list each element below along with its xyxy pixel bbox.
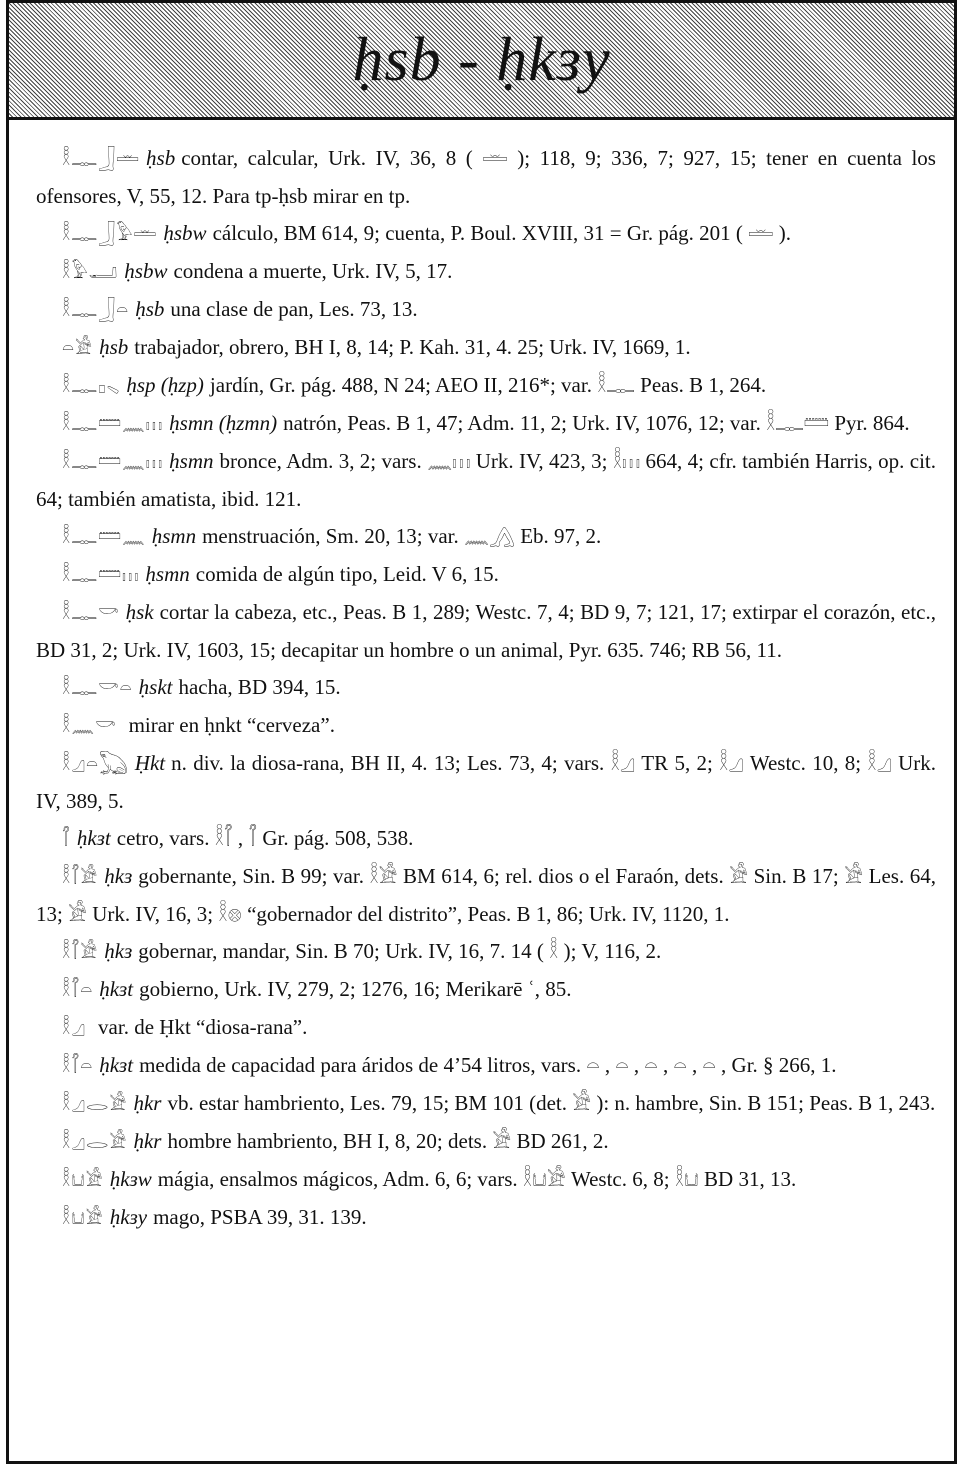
- entry-hsbw-calculo: 𓎛𓊃𓃀𓅱𓏛 ḥsbw cálculo, BM 614, 9; cuenta, P. Boul. XVIII, 31 = Gr. pág. 201 ( 𓏛 ).: [36, 215, 936, 253]
- hieroglyph-icon: 𓎛𓅱𓂝: [62, 261, 119, 283]
- hieroglyph-icon: 𓎛𓊃𓏠𓈖𓏥: [62, 451, 164, 473]
- hieroglyph-icon: 𓎛𓊃𓃀𓅱𓏛: [62, 223, 158, 245]
- entry-hsmn-comida: 𓎛𓊃𓏠𓏥 ḥsmn comida de algún tipo, Leid. V 6, 15.: [36, 556, 936, 594]
- entry-hsmn-natron: 𓎛𓊃𓏠𓈖𓏥 ḥsmn (ḥzmn) natrón, Peas. B 1, 47; Adm. 11, 2; Urk. IV, 1076, 12; var. 𓎛𓊃𓏠 Pyr. 864.: [36, 405, 936, 443]
- entry-hskt-hacha: 𓎛𓊃𓎡𓏏 ḥskt hacha, BD 394, 15.: [36, 669, 936, 707]
- hieroglyph-icon: 𓎛𓈎: [62, 1017, 87, 1039]
- hieroglyph-icon: 𓎛𓊃𓏠𓈖𓏥: [62, 413, 164, 435]
- page-title: ḥsb - ḥkɜy: [352, 26, 611, 94]
- dictionary-entries: [36, 140, 936, 1237]
- hieroglyph-icon: 𓎛𓈎𓂋𓀀: [62, 1093, 128, 1115]
- entry-hsb-contar: 𓎛𓊃𓃀𓏛 ḥsb contar, calcular, Urk. IV, 36, 8 ( 𓏛 ); 118, 9; 336, 7; 927, 15; tener en cuenta los ofensores, V, 55, 12. Para tp-ḥsb mirar en tp.: [36, 140, 936, 215]
- entry-hsbw-condena: 𓎛𓅱𓂝 ḥsbw condena a muerte, Urk. IV, 5, 17.: [36, 253, 936, 291]
- entry-hk3w-magia: 𓎛𓂓𓀀 ḥkɜw mágia, ensalmos mágicos, Adm. 6, 6; vars. 𓎛𓂓𓀀 Westc. 6, 8; 𓎛𓂓 BD 31, 13.: [36, 1161, 936, 1199]
- hieroglyph-icon: 𓏏𓀀: [62, 337, 94, 359]
- entry-hnkt-ref: 𓎛𓈖𓎡 mirar en ḥnkt “cerveza”.: [36, 707, 936, 745]
- entry-hsmn-menstruacion: 𓎛𓊃𓏠𓈖 ḥsmn menstruación, Sm. 20, 13; var. 𓈖𓂻 Eb. 97, 2.: [36, 518, 936, 556]
- entry-hsk-cortar: 𓎛𓊃𓎡 ḥsk cortar la cabeza, etc., Peas. B 1, 289; Westc. 7, 4; BD 9, 7; 121, 17; extirpar el corazón, etc., BD 31, 2; Urk. IV, 1603, 15; decapitar un hombre o un animal, Pyr. 635. 746; RB 56, 11.: [36, 594, 936, 669]
- hieroglyph-icon: 𓎛𓊃𓊪𓈅: [62, 375, 121, 397]
- hieroglyph-icon: 𓎛𓈎𓂋𓀀: [62, 1131, 128, 1153]
- entry-hkt-diosa-rana: 𓎛𓈎𓏏𓆏 Ḥkt n. div. la diosa-rana, BH II, 4. 13; Les. 73, 4; vars. 𓎛𓈎 TR 5, 2; 𓎛𓈎 Westc. 10, 8; 𓎛𓈎 Urk. IV, 389, 5.: [36, 745, 936, 820]
- entry-hkt-var: 𓎛𓈎 var. de Ḥkt “diosa-rana”.: [36, 1009, 936, 1047]
- entry-hkr-hambriento: 𓎛𓈎𓂋𓀀 ḥkr vb. estar hambriento, Les. 79, 15; BM 101 (det. 𓀀 ): n. hambre, Sin. B 151; Peas. B 1, 243.: [36, 1085, 936, 1123]
- hieroglyph-icon: 𓎛𓊃𓃀𓏛: [62, 148, 141, 170]
- hieroglyph-icon: 𓋾: [62, 828, 71, 850]
- entry-hk3t-medida: 𓎛𓋾𓏏 ḥkɜt medida de capacidad para áridos de 4’54 litros, vars. 𓏏 , 𓏏 , 𓏏 , 𓏏 , 𓏏 , Gr. § 266, 1.: [36, 1047, 936, 1085]
- entry-hsmn-bronce: 𓎛𓊃𓏠𓈖𓏥 ḥsmn bronce, Adm. 3, 2; vars. 𓈖𓏥 Urk. IV, 423, 3; 𓎛𓏥 664, 4; cfr. también Harris, op. cit. 64; también amatista, ibid. 121.: [36, 443, 936, 518]
- hieroglyph-icon: 𓎛𓂓𓀀: [62, 1169, 104, 1191]
- entry-hk3-gobernante: 𓎛𓋾𓀀 ḥkɜ gobernante, Sin. B 99; var. 𓎛𓀀 BM 614, 6; rel. dios o el Faraón, dets. 𓀀 Sin. B 17; 𓀀 Les. 64, 13; 𓀀 Urk. IV, 16, 3; 𓎛𓊖 “gobernador del distrito”, Peas. B 1, 86; Urk. IV, 1120, 1.: [36, 858, 936, 933]
- hieroglyph-icon: 𓎛𓊃𓏠𓏥: [62, 564, 140, 586]
- entry-hk3y-mago: 𓎛𓂓𓀀 ḥkɜy mago, PSBA 39, 31. 139.: [36, 1199, 936, 1237]
- hieroglyph-icon: 𓎛𓋾𓀀: [62, 941, 99, 963]
- entry-hsb-trabajador: 𓏏𓀀 ḥsb trabajador, obrero, BH I, 8, 14; P. Kah. 31, 4. 25; Urk. IV, 1669, 1.: [36, 329, 936, 367]
- hieroglyph-icon: 𓎛𓈖𓎡: [62, 715, 117, 737]
- hieroglyph-icon: 𓎛𓈎𓏏𓆏: [62, 753, 129, 775]
- entry-hkr-hombre: 𓎛𓈎𓂋𓀀 ḥkr hombre hambriento, BH I, 8, 20; dets. 𓀀 BD 261, 2.: [36, 1123, 936, 1161]
- entry-hk3-gobernar: 𓎛𓋾𓀀 ḥkɜ gobernar, mandar, Sin. B 70; Urk. IV, 16, 7. 14 ( 𓎛 ); V, 116, 2.: [36, 933, 936, 971]
- hieroglyph-icon: 𓎛𓂓𓀀: [62, 1207, 104, 1229]
- entry-hsp-jardin: 𓎛𓊃𓊪𓈅 ḥsp (ḥzp) jardín, Gr. pág. 488, N 24; AEO II, 216*; var. 𓎛𓊃 Peas. B 1, 264.: [36, 367, 936, 405]
- hieroglyph-icon: 𓎛𓊃𓎡𓏏: [62, 677, 133, 699]
- hieroglyph-icon: 𓎛𓋾𓏏: [62, 979, 94, 1001]
- entry-hk3t-gobierno: 𓎛𓋾𓏏 ḥkɜt gobierno, Urk. IV, 279, 2; 1276, 16; Merikarē ʿ, 85.: [36, 971, 936, 1009]
- hieroglyph-icon: 𓎛𓋾𓀀: [62, 866, 99, 888]
- hieroglyph-icon: 𓎛𓋾𓏏: [62, 1055, 94, 1077]
- hieroglyph-icon: 𓎛𓊃𓎡: [62, 602, 120, 624]
- entry-hsb-pan: 𓎛𓊃𓃀𓏏 ḥsb una clase de pan, Les. 73, 13.: [36, 291, 936, 329]
- page-header: [6, 0, 957, 117]
- hieroglyph-icon: 𓎛𓊃𓃀𓏏: [62, 299, 130, 321]
- entry-hk3t-cetro: 𓋾 ḥkɜt cetro, vars. 𓎛𓋾 , 𓋾 Gr. pág. 508, 538.: [36, 820, 936, 858]
- hieroglyph-icon: 𓎛𓊃𓏠𓈖: [62, 526, 146, 548]
